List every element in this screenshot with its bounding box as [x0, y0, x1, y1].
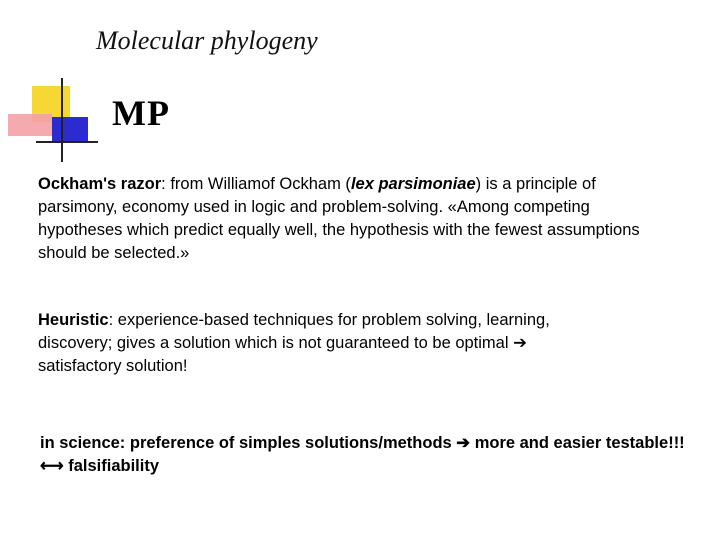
heuristic-paragraph	[38, 309, 578, 378]
science-paragraph	[40, 432, 700, 478]
science-text-2: more and easier testable!!!	[470, 434, 685, 452]
blue-square	[52, 117, 88, 143]
science-text-3: falsifiability	[63, 457, 160, 475]
slide-heading: MP	[112, 93, 170, 133]
ockham-paragraph	[38, 173, 678, 265]
heuristic-text: : experience-based techniques for problem solving, learning, discovery; gives a solution which is not guaranteed to be optimal	[38, 311, 550, 352]
red-gradient-bar	[8, 114, 52, 136]
science-text-1: in science: preference of simples solutions/methods	[40, 434, 457, 452]
heuristic-term: Heuristic	[38, 311, 109, 329]
ockham-sep: : from Williamof Ockham (	[161, 175, 351, 193]
ockham-term: Ockham's razor	[38, 175, 162, 193]
decorative-squares-graphic	[0, 70, 100, 170]
ockham-text: ) is a principle of parsimony, economy used in logic and problem-solving. «Among competing hypotheses which predict equally well, the hypothesis with the fewest assumptions should be selected.»	[38, 175, 640, 262]
ockham-latin: lex parsimoniae	[350, 175, 476, 193]
right-arrow-icon: ➔	[513, 334, 527, 352]
right-arrow-icon: ➔	[456, 434, 471, 452]
double-arrow-icon: ⟷	[40, 457, 64, 475]
heuristic-end: satisfactory solution!	[38, 357, 188, 375]
slide-subtitle: Molecular phylogeny	[96, 26, 318, 55]
